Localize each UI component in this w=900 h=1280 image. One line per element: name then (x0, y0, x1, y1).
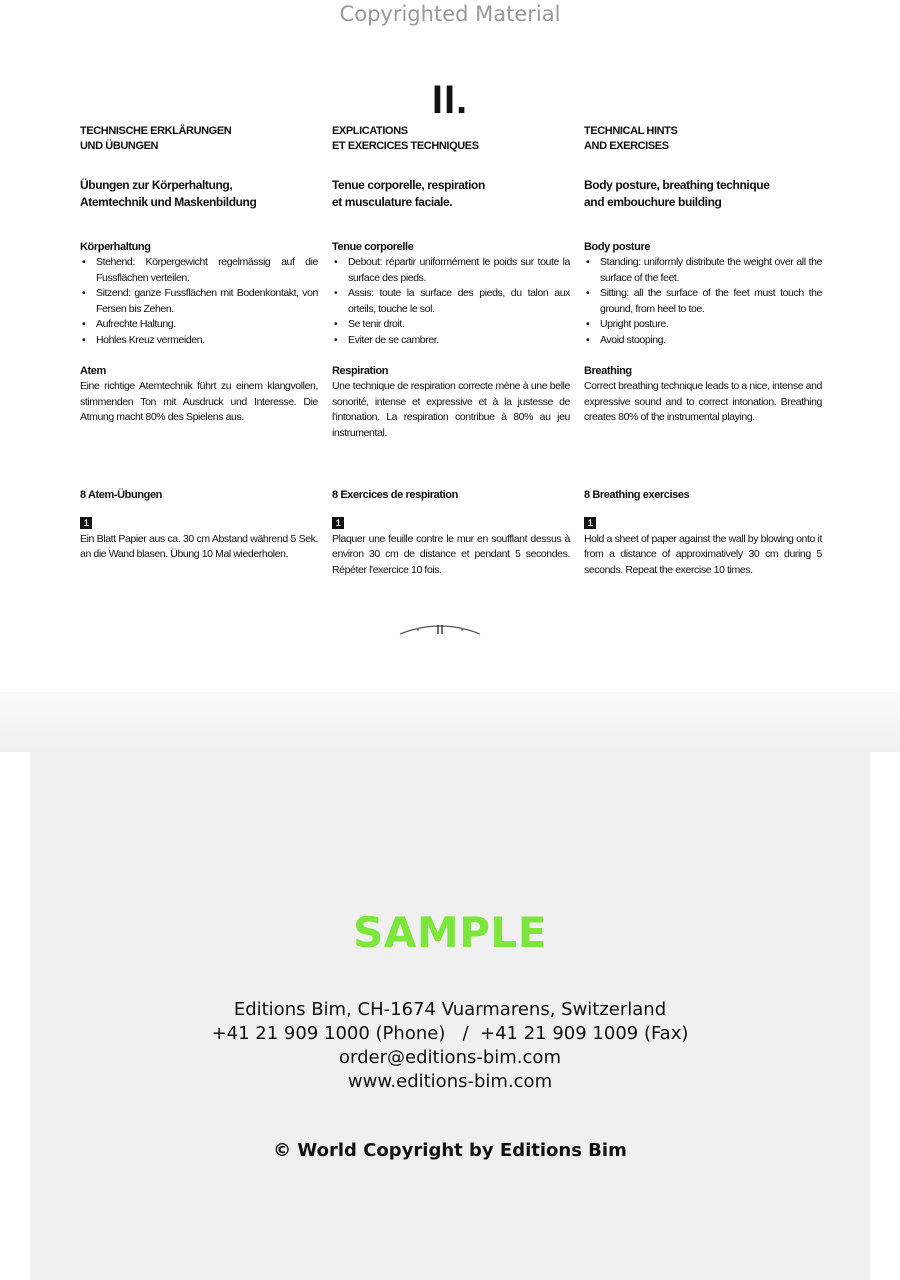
posture-section (80, 240, 318, 348)
list-item: • Standing: uniformly distribute the weight over all the surface of the feet. (584, 255, 822, 286)
list-item: • Eviter de se cambrer. (332, 333, 570, 349)
posture-list (332, 255, 570, 348)
list-item: • Sitting: all the surface of the feet must touch the ground, from heel to toe. (584, 286, 822, 317)
exercise-text: Hold a sheet of paper against the wall by blowing onto it from a distance of approximatively 30 cm during 5 seconds. Repeat the exercise 10 times. (584, 532, 822, 576)
breathing-section (80, 364, 318, 426)
breathing-text: Une technique de respiration correcte mène à une belle sonorité, intense et expressive et à la justesse de l'intonation. La respiration contribue à 80% au jeu instrumental. (332, 380, 570, 439)
breathing-title: Atem (80, 365, 106, 377)
exercise-number-badge: 1 (584, 517, 596, 529)
list-item: • Sitzend: ganze Fussflächen mit Bodenkontakt, von Fersen bis Zehen. (80, 286, 318, 317)
column-heading: EXPLICATIONS ET EXERCICES TECHNIQUES (332, 125, 479, 152)
sample-label: SAMPLE (353, 908, 547, 957)
exercise-number-badge: 1 (80, 517, 92, 529)
posture-list (80, 255, 318, 348)
posture-section (584, 240, 822, 348)
column-french (332, 124, 570, 576)
list-item: • Upright posture. (584, 317, 822, 333)
breathing-text: Eine richtige Atemtechnik führt zu einem klangvollen, stimmenden Ton mit Ausdruck und Interesse. Die Atmung macht 80% des Spielens aus. (80, 380, 318, 423)
breathing-title: Respiration (332, 365, 389, 377)
exercise-number-badge: 1 (332, 517, 344, 529)
posture-title: Körperhaltung (80, 241, 151, 253)
copyright-watermark: Copyrighted Material (339, 2, 561, 26)
exercises-title: 8 Exercices de respiration (332, 489, 458, 501)
ornament-icon (398, 620, 482, 640)
posture-section (332, 240, 570, 348)
exercises-title: 8 Atem-Übungen (80, 489, 162, 501)
posture-title: Tenue corporelle (332, 241, 414, 253)
publisher-phone-fax: +41 21 909 1000 (Phone) / +41 21 909 1009 (Fax) (211, 1023, 689, 1044)
chapter-numeral: II. (431, 78, 469, 122)
posture-list (584, 255, 822, 348)
publisher-website[interactable]: www.editions-bim.com (347, 1071, 553, 1092)
breathing-section (584, 364, 822, 426)
exercises-section (80, 488, 318, 563)
copyright-notice: © World Copyright by Editions Bim (273, 1140, 627, 1161)
column-english (584, 124, 822, 576)
column-heading: TECHNISCHE ERKLÄRUNGEN UND ÜBUNGEN (80, 125, 232, 152)
list-item: • Hohles Kreuz vermeiden. (80, 333, 318, 349)
list-item: • Assis: toute la surface des pieds, du talon aux orteils, touche le sol. (332, 286, 570, 317)
publisher-contact (0, 998, 900, 1094)
exercise-text: Plaquer une feuille contre le mur en soufflant dessus à environ 30 cm de distance et pendant 5 secondes. Répéter l'exercice 10 fois. (332, 532, 570, 576)
list-item: • Se tenir droit. (332, 317, 570, 333)
posture-title: Body posture (584, 241, 651, 253)
breathing-text: Correct breathing technique leads to a nice, intense and expressive sound and to correct intonation. Breathing creates 80% of the instrumental playing. (584, 380, 822, 423)
column-subtitle: Tenue corporelle, respiration et musculature faciale. (332, 178, 485, 209)
list-item: • Debout: répartir uniformément le poids sur toute la surface des pieds. (332, 255, 570, 286)
column-heading: TECHNICAL HINTS AND EXERCISES (584, 125, 678, 152)
column-subtitle: Übungen zur Körperhaltung, Atemtechnik und Maskenbildung (80, 178, 257, 209)
column-subtitle: Body posture, breathing technique and embouchure building (584, 178, 770, 209)
list-item: • Stehend: Körpergewicht regelmässig auf die Fussflächen verteilen. (80, 255, 318, 286)
sample-panel (30, 692, 870, 1280)
list-item: • Avoid stooping. (584, 333, 822, 349)
publisher-address: Editions Bim, CH-1674 Vuarmarens, Switzerland (233, 999, 667, 1020)
exercise-text: Ein Blatt Papier aus ca. 30 cm Abstand während 5 Sek. an die Wand blasen. Übung 10 Mal wiederholen. (80, 532, 318, 560)
breathing-title: Breathing (584, 365, 632, 377)
column-german (80, 124, 318, 560)
list-item: • Aufrechte Haltung. (80, 317, 318, 333)
publisher-email[interactable]: order@editions-bim.com (339, 1047, 561, 1068)
breathing-section (332, 364, 570, 441)
exercises-title: 8 Breathing exercises (584, 489, 690, 501)
exercises-section (584, 488, 822, 578)
exercises-section (332, 488, 570, 578)
